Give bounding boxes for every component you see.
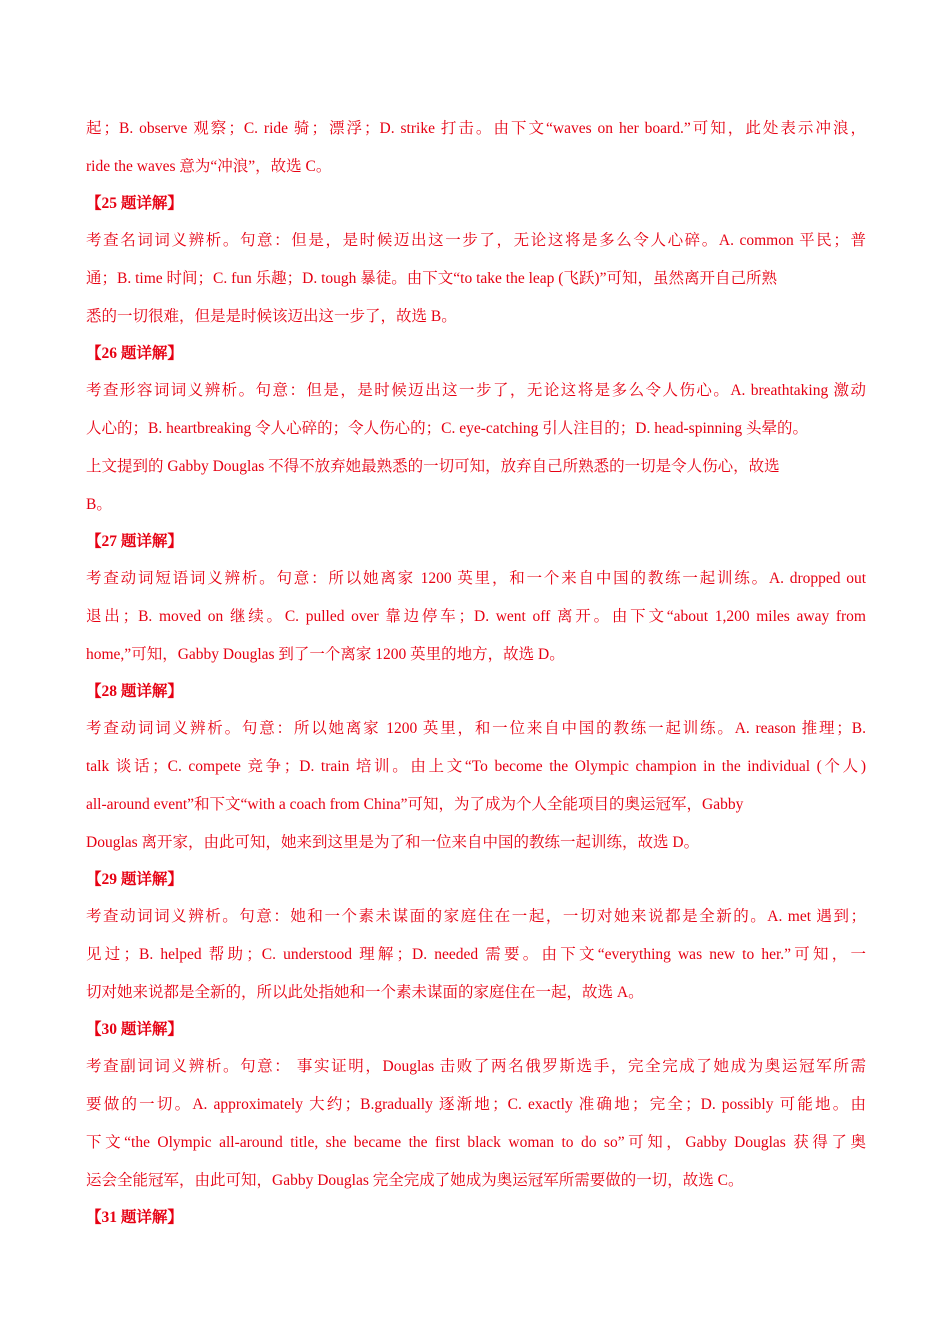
explanation-line: 悉的一切很难，但是是时候该迈出这一步了，故选 B。 (86, 308, 457, 325)
explanation-line: 退出；B. moved on 继续。C. pulled over 靠边停车；D. went off 离开。由下文“about 1,200 miles away from (86, 608, 866, 625)
explanation-line: 起；B. observe 观察；C. ride 骑；漂浮；D. strike 打击。由下文“waves on her board.”可知，此处表示冲浪， (86, 120, 866, 137)
explanation-line: 下文“the Olympic all-around title, she became the first black woman to do so”可知，Gabby Douglas 获得了奥 (86, 1134, 866, 1151)
explanation-line: Douglas 离开家，由此可知，她来到这里是为了和一位来自中国的教练一起训练，故选 D。 (86, 834, 700, 851)
question-heading: 【31 题详解】 (86, 1209, 183, 1226)
explanation-line: home,”可知，Gabby Douglas 到了一个离家 1200 英里的地方，故选 D。 (86, 646, 565, 663)
question-heading: 【25 题详解】 (86, 195, 183, 212)
answer-explanation-page (86, 110, 866, 1236)
explanation-line: 切对她来说都是全新的，所以此处指她和一个素未谋面的家庭住在一起，故选 A。 (86, 984, 644, 1001)
explanation-line: 见过；B. helped 帮助；C. understood 理解；D. needed 需要。由下文“everything was new to her.”可知，一 (86, 946, 866, 963)
explanation-line: talk 谈话；C. compete 竞争；D. train 培训。由上文“To become the Olympic champion in the individual (个人) (86, 758, 866, 775)
explanation-line: 考查动词词义辨析。句意：所以她离家 1200 英里，和一位来自中国的教练一起训练。A. reason 推理；B. (86, 720, 866, 737)
explanation-line: 运会全能冠军，由此可知，Gabby Douglas 完全完成了她成为奥运冠军所需要做的一切，故选 C。 (86, 1172, 744, 1189)
explanation-line: 考查动词短语词义辨析。句意：所以她离家 1200 英里，和一个来自中国的教练一起训练。A. dropped out (86, 570, 866, 587)
explanation-line: 要做的一切。A. approximately 大约；B.gradually 逐渐地；C. exactly 准确地；完全；D. possibly 可能地。由 (86, 1096, 866, 1113)
question-heading: 【30 题详解】 (86, 1021, 183, 1038)
explanation-line: all-around event”和下文“with a coach from China”可知，为了成为个人全能项目的奥运冠军，Gabby (86, 796, 744, 813)
explanation-line: 考查动词词义辨析。句意：她和一个素未谋面的家庭住在一起，一切对她来说都是全新的。A. met 遇到； (86, 908, 866, 925)
explanation-line: 考查副词词义辨析。句意： 事实证明，Douglas 击败了两名俄罗斯选手，完全完成了她成为奥运冠军所需 (86, 1058, 866, 1075)
question-heading: 【27 题详解】 (86, 533, 183, 550)
explanation-line: 考查名词词义辨析。句意：但是，是时候迈出这一步了，无论这将是多么令人心碎。A. common 平民；普 (86, 232, 866, 249)
explanation-line: 考查形容词词义辨析。句意：但是，是时候迈出这一步了，无论这将是多么令人伤心。A. breathtaking 激动 (86, 382, 866, 399)
question-heading: 【28 题详解】 (86, 683, 183, 700)
question-heading: 【29 题详解】 (86, 871, 183, 888)
explanation-line: 通；B. time 时间；C. fun 乐趣；D. tough 暴徒。由下文“to take the leap (飞跃)”可知，虽然离开自己所熟 (86, 270, 777, 287)
explanation-line: 人心的；B. heartbreaking 令人心碎的；令人伤心的；C. eye-catching 引人注目的；D. head-spinning 头晕的。 (86, 420, 808, 437)
question-heading: 【26 题详解】 (86, 345, 183, 362)
explanation-line: 上文提到的 Gabby Douglas 不得不放弃她最熟悉的一切可知，放弃自己所熟悉的一切是令人伤心，故选 (86, 458, 780, 475)
explanation-line: B。 (86, 496, 112, 513)
explanation-line: ride the waves 意为“冲浪”，故选 C。 (86, 158, 332, 175)
